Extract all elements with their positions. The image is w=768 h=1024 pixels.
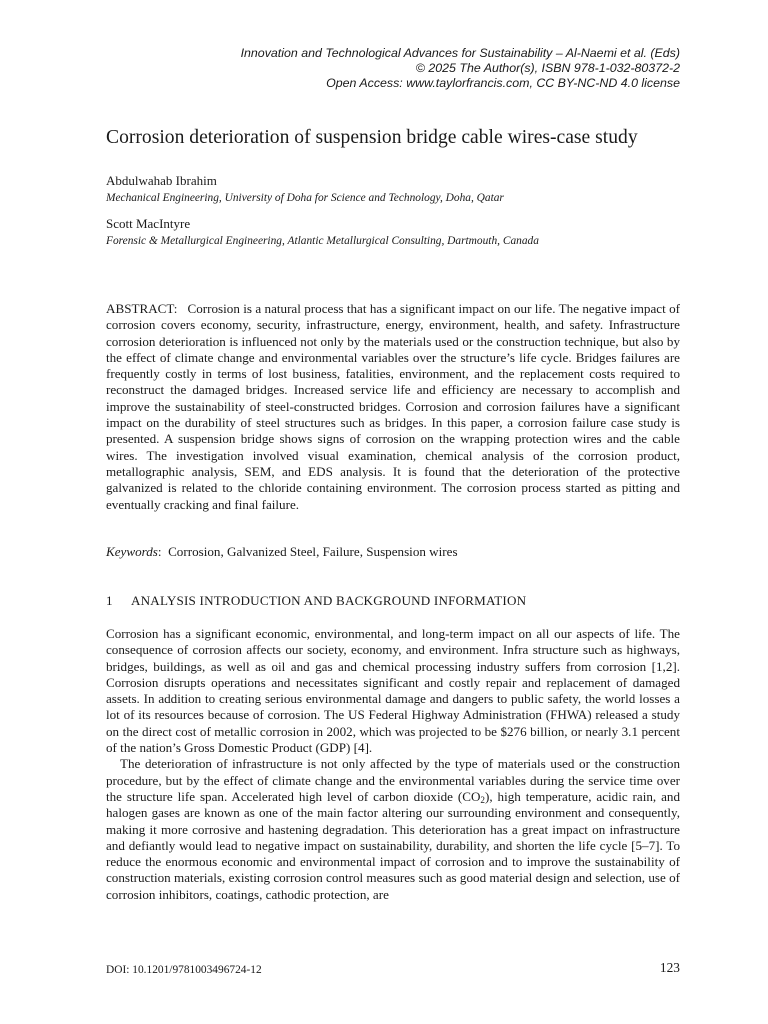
header-line-license: Open Access: www.taylorfrancis.com, CC BY-NC-ND 4.0 license — [326, 76, 680, 90]
doi: DOI: 10.1201/9781003496724-12 — [106, 964, 262, 976]
abstract-text: Corrosion is a natural process that has a significant impact on our life. The negative impact of corrosion covers economy, security, infrastructure, energy, environment, health, and safety. Infrastructure corrosion deterioration is influenced not only by the materials used or the construction technique, but also by the effect of climate change and environmental variables over the structure’s life cycle. Bridges failures are frequently costly in terms of lost business, fatalities, environment, and the replacement costs required to reconstruct the damaged bridges. Increased service life and efficiency are necessary to accomplish and improve the sustainability of steel-constructed bridges. Corrosion and corrosion failures have a significant impact on the durability of steel structures such as bridges. In this paper, a corrosion failure case study is presented. A suspension bridge shows signs of corrosion on the wrapping protection wires and the cable wires. The investigation involved visual examination, chemical analysis of the corrosion product, metallographic analysis, SEM, and EDS analysis. It is found that the deterioration of the protective galvanized is related to the chloride containing environment. The corrosion process started as pitting and eventually cracking and final failure. — [106, 301, 680, 512]
header-line-isbn: © 2025 The Author(s), ISBN 978-1-032-80372-2 — [415, 61, 680, 75]
keywords: Keywords: Corrosion, Galvanized Steel, Failure, Suspension wires — [106, 544, 458, 559]
publication-header — [106, 46, 680, 91]
keywords-text: Corrosion, Galvanized Steel, Failure, Suspension wires — [168, 544, 458, 559]
section-heading — [106, 593, 680, 609]
author-name: Scott MacIntyre — [106, 216, 191, 231]
subscript-2: 2 — [480, 794, 485, 805]
abstract-label: ABSTRACT: — [106, 301, 178, 316]
section-body — [106, 626, 680, 903]
paper-page — [106, 0, 680, 1024]
keywords-label: Keywords — [106, 544, 158, 559]
section-title: ANALYSIS INTRODUCTION AND BACKGROUND INFORMATION — [131, 593, 527, 608]
header-line-book: Innovation and Technological Advances for Sustainability – Al-Naemi et al. (Eds) — [240, 46, 680, 60]
body-paragraph: Corrosion has a significant economic, environmental, and long-term impact on all our aspects of life. The consequence of corrosion affects our society, economy, and environment. Infra structure such as highways, bridges, buildings, as well as oil and gas and chemical processing industry suffers from corrosion [1,2]. Corrosion disrupts operations and necessitates significant and costly repair and replacement of damaged assets. In addition to creating serious environmental damage and dangers to public safety, the world losses a lot of its resources because of corrosion. The US Federal Highway Administration (FHWA) released a study on the direct cost of metallic corrosion in 2002, which was projected to be $276 billion, or nearly 3.1 percent of the nation’s Gross Domestic Product (GDP) [4]. — [106, 626, 680, 756]
paper-title: Corrosion deterioration of suspension bridge cable wires-case study — [106, 127, 638, 148]
page-number: 123 — [659, 960, 680, 975]
author-affiliation: Forensic & Metallurgical Engineering, Atlantic Metallurgical Consulting, Dartmouth, Canada — [106, 235, 539, 247]
author-affiliation: Mechanical Engineering, University of Doha for Science and Technology, Doha, Qatar — [106, 192, 504, 204]
author-name: Abdulwahab Ibrahim — [106, 173, 217, 188]
section-number: 1 — [106, 593, 113, 608]
body-paragraph: The deterioration of infrastructure is not only affected by the type of materials used or the construction procedure, but by the effect of climate change and the environmental variables during the service time over the structure life span. Accelerated high level of carbon dioxide $(CO_2)$, high temperature, acidic rain, and halogen gases are known as one of the main factor altering our surrounding environment and consequently, making it more corrosive and hastening degradation. This deterioration has a great impact on infrastructure and defiantly would lead to negative impact on sustainability, durability, and shorten the life cycle [5–7]. To reduce the enormous economic and environmental impact of corrosion and to improve the sustainability of construction materials, existing corrosion control measures such as good material design and selection, use of corrosion inhibitors, coatings, cathodic protection, are — [106, 756, 680, 902]
abstract — [106, 301, 680, 513]
